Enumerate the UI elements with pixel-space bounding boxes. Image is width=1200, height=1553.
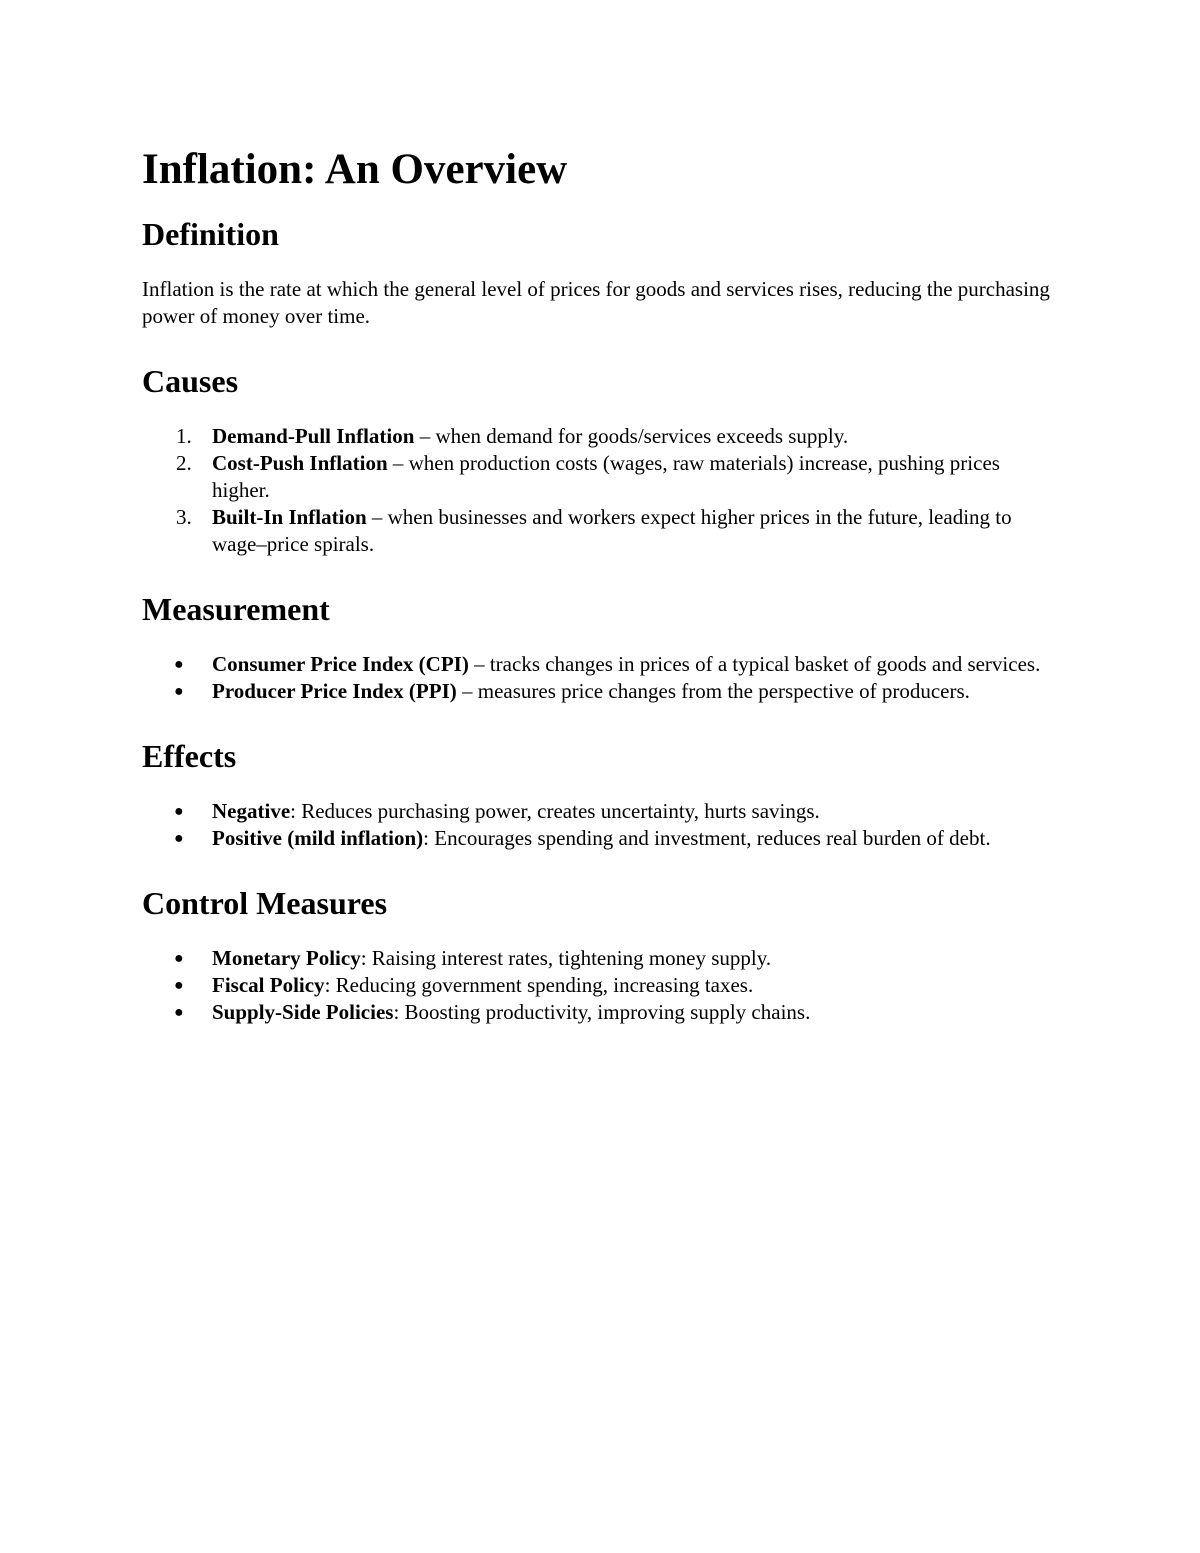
list-item-text: Reducing government spending, increasing taxes. <box>335 973 754 997</box>
list-item <box>142 423 1062 450</box>
list-number: 1. <box>176 424 192 448</box>
heading-control-measures: Control Measures <box>142 885 388 921</box>
list-item <box>142 972 1062 999</box>
bullet-icon: ● <box>174 803 184 820</box>
control-measures-list <box>142 945 1062 1026</box>
list-item-separator: – <box>414 424 436 448</box>
bullet-icon: ● <box>174 683 184 700</box>
list-item-text: Reduces purchasing power, creates uncertainty, hurts savings. <box>301 799 820 823</box>
list-number: 2. <box>176 451 192 475</box>
list-item-separator: : <box>393 1000 405 1024</box>
list-item-term: Monetary Policy <box>212 946 361 970</box>
list-item-separator: : <box>324 973 336 997</box>
heading-measurement: Measurement <box>142 591 330 627</box>
measurement-list <box>142 651 1062 705</box>
bullet-icon: ● <box>174 950 184 967</box>
bullet-icon: ● <box>174 977 184 994</box>
bullet-icon: ● <box>174 656 184 673</box>
section-definition <box>142 214 1062 330</box>
list-item-term: Negative <box>212 799 291 823</box>
section-effects <box>142 736 1062 852</box>
list-item-separator: – <box>456 679 478 703</box>
list-item-text: Encourages spending and investment, reduces real burden of debt. <box>434 826 991 850</box>
document-title: Inflation: An Overview <box>142 146 568 193</box>
list-item-term: Supply-Side Policies <box>212 1000 394 1024</box>
list-number: 3. <box>176 505 192 529</box>
list-item-separator: : <box>290 799 302 823</box>
section-causes <box>142 361 1062 558</box>
bullet-icon: ● <box>174 830 184 847</box>
heading-effects: Effects <box>142 738 237 774</box>
list-item-text: tracks changes in prices of a typical basket of goods and services. <box>489 652 1041 676</box>
list-item <box>142 945 1062 972</box>
list-item-text: Raising interest rates, tightening money supply. <box>371 946 772 970</box>
list-item-text: when demand for goods/services exceeds supply. <box>435 424 849 448</box>
list-item-term: Consumer Price Index (CPI) <box>212 652 469 676</box>
list-item-term: Demand-Pull Inflation <box>212 424 415 448</box>
list-item-term: Producer Price Index (PPI) <box>212 679 457 703</box>
list-item-term: Cost-Push Inflation <box>212 451 388 475</box>
document-page <box>142 140 1062 1057</box>
list-item-text: measures price changes from the perspective of producers. <box>477 679 970 703</box>
list-item-text: Boosting productivity, improving supply chains. <box>404 1000 811 1024</box>
list-item-separator: – <box>468 652 490 676</box>
list-item <box>142 999 1062 1026</box>
list-item-separator: : <box>423 826 435 850</box>
definition-text: Inflation is the rate at which the general level of prices for goods and services rises, reducing the purchasing power of money over time. <box>142 277 1050 328</box>
list-item <box>142 450 1062 504</box>
effects-list <box>142 798 1062 852</box>
list-item-term: Built-In Inflation <box>212 505 367 529</box>
heading-definition: Definition <box>142 216 279 252</box>
list-item-text: when production costs (wages, raw materials) increase, pushing prices higher. <box>212 451 1000 502</box>
causes-list <box>142 423 1062 558</box>
list-item-term: Positive (mild inflation) <box>212 826 424 850</box>
list-item-term: Fiscal Policy <box>212 973 325 997</box>
list-item-separator: : <box>360 946 372 970</box>
list-item <box>142 825 1062 852</box>
list-item <box>142 651 1062 678</box>
bullet-icon: ● <box>174 1004 184 1021</box>
list-item <box>142 504 1062 558</box>
heading-causes: Causes <box>142 363 239 399</box>
list-item-separator: – <box>366 505 388 529</box>
list-item-text: when businesses and workers expect higher prices in the future, leading to wage–price spirals. <box>212 505 1012 556</box>
section-control-measures <box>142 883 1062 1026</box>
list-item-separator: – <box>387 451 409 475</box>
section-measurement <box>142 589 1062 705</box>
list-item <box>142 798 1062 825</box>
list-item <box>142 678 1062 705</box>
